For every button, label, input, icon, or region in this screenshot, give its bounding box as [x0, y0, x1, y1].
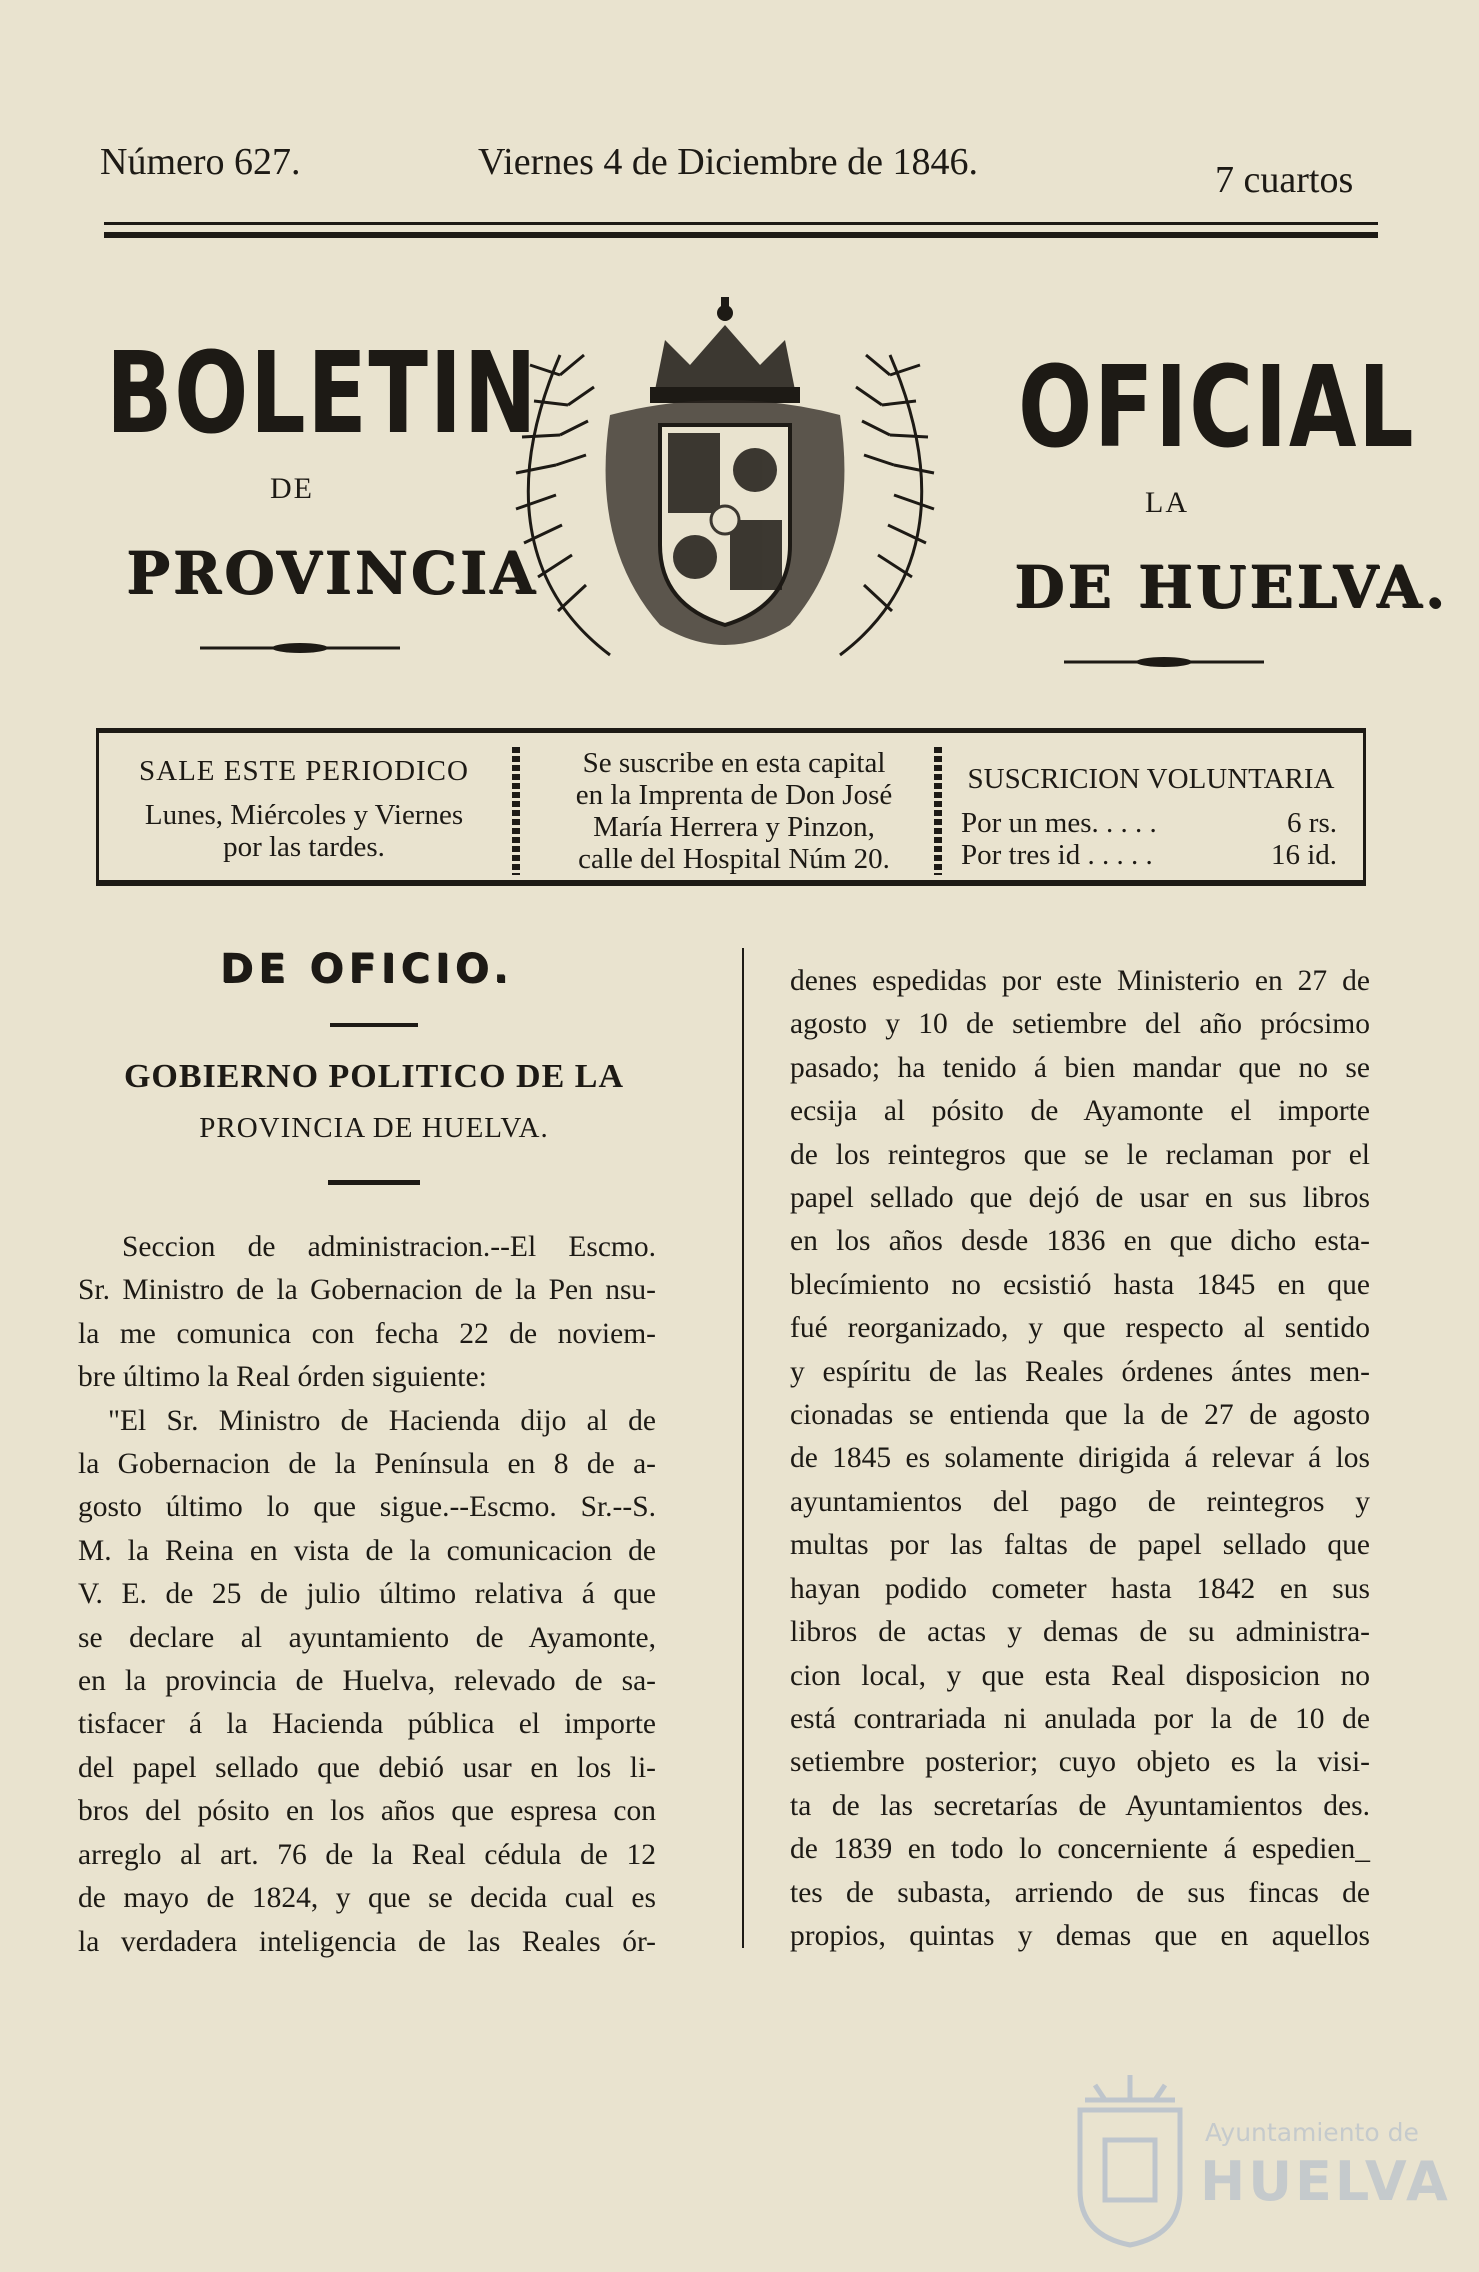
article-line: tes de subasta, arriendo de sus fincas de: [790, 1876, 1370, 1909]
issue-date: Viernes 4 de Diciembre de 1846.: [478, 141, 978, 183]
column-divider: [742, 948, 744, 1948]
article-column-right: [790, 960, 1370, 1958]
pricing-label: Por tres id . . . . .: [961, 839, 1153, 871]
article-line: bros del pósito en los años que espresa con: [78, 1795, 656, 1828]
coat-of-arms-emblem: [490, 295, 960, 675]
infobox-schedule-title: SALE ESTE PERIODICO: [139, 755, 469, 787]
article-line: en los años desde 1836 en que dicho esta-: [790, 1225, 1370, 1258]
infobox-address-line: Se suscribe en esta capital: [582, 747, 886, 779]
issue-number: Número 627.: [100, 141, 301, 183]
article-line: gosto último lo que sigue.--Escmo. Sr.--S.: [78, 1491, 656, 1524]
masthead-de-huelva: DE HUELVA.: [1014, 553, 1448, 621]
article-line: bre último la Real órden siguiente:: [78, 1361, 487, 1394]
masthead-oficial: OFICIAL: [1018, 343, 1416, 473]
article-line: Seccion de administracion.--El Escmo.: [122, 1231, 656, 1263]
infobox-pricing-title: SUSCRICION VOLUNTARIA: [967, 763, 1335, 795]
municipal-seal-watermark-icon: [1065, 2070, 1195, 2250]
article-line: denes espedidas por este Ministerio en 27 de: [790, 965, 1370, 997]
pricing-value: 16 id.: [1270, 839, 1337, 871]
heading-provincia: PROVINCIA DE HUELVA.: [199, 1112, 549, 1144]
header-rule-bottom: [104, 232, 1378, 238]
watermark-line1: Ayuntamiento de: [1205, 2118, 1419, 2147]
infobox-address-line: calle del Hospital Núm 20.: [578, 843, 890, 875]
infobox-address-line: María Herrera y Pinzon,: [593, 811, 875, 843]
pricing-row: [951, 807, 1351, 839]
infobox-address: [524, 747, 944, 875]
article-line: papel sellado que dejó de usar en sus libros: [790, 1182, 1370, 1215]
masthead-la: LA: [1145, 486, 1189, 519]
article-line: libros de actas y demas de su administra-: [790, 1616, 1370, 1649]
subscription-info-box: [96, 728, 1366, 886]
article-line: Sr. Ministro de la Gobernacion de la Pen nsu-: [78, 1274, 656, 1307]
article-line: blecímiento no ecsistió hasta 1845 en que: [790, 1268, 1370, 1301]
article-line: y espíritu de las Reales órdenes ántes men-: [790, 1355, 1370, 1388]
article-column-left: [78, 1226, 656, 1964]
article-line: M. la Reina en vista de la comunicacion de: [78, 1534, 656, 1567]
article-line: V. E. de 25 de julio último relativa á que: [78, 1578, 656, 1611]
heading-gobierno: GOBIERNO POLITICO DE LA: [123, 1058, 625, 1095]
infobox-divider-left: [512, 747, 520, 875]
ornament-left: [200, 640, 400, 656]
article-line: de 1845 es solamente dirigida á relevar á los: [790, 1442, 1370, 1475]
masthead-boletin: BOLETIN: [106, 329, 539, 459]
article-line: ta de las secretarías de Ayuntamientos des.: [790, 1789, 1370, 1822]
masthead-de: DE: [270, 472, 314, 505]
issue-price: 7 cuartos: [1215, 159, 1354, 201]
article-line: la Gobernacion de la Península en 8 de a-: [78, 1448, 656, 1481]
article-line: hayan podido cometer hasta 1842 en sus: [790, 1572, 1370, 1605]
infobox-address-line: en la Imprenta de Don José: [575, 779, 893, 811]
article-line: del papel sellado que debió usar en los li-: [78, 1751, 656, 1784]
article-line: cion local, y que esta Real disposicion no: [790, 1659, 1370, 1692]
infobox-schedule: [109, 755, 499, 863]
header-rule-top: [104, 222, 1378, 225]
article-line: fué reorganizado, y que respecto al sentido: [790, 1312, 1370, 1345]
article-line: se declare al ayuntamiento de Ayamonte,: [78, 1621, 656, 1654]
article-line: "El Sr. Ministro de Hacienda dijo al de: [108, 1404, 656, 1437]
heading-rule: [328, 1180, 420, 1185]
article-line: setiembre posterior; cuyo objeto es la visi-: [790, 1746, 1370, 1779]
article-line: de mayo de 1824, y que se decida cual es: [78, 1882, 656, 1915]
section-rule: [330, 1023, 418, 1027]
article-line: la verdadera inteligencia de las Reales ór-: [78, 1925, 656, 1958]
article-line: arreglo al art. 76 de la Real cédula de 12: [78, 1838, 656, 1871]
article-line: de los reintegros que se le reclaman por el: [790, 1138, 1370, 1171]
article-line: la me comunica con fecha 22 de noviem-: [78, 1317, 656, 1350]
ornament-right: [1064, 654, 1264, 670]
section-title: DE OFICIO.: [220, 946, 514, 992]
infobox-divider-right: [934, 747, 942, 875]
pricing-value: 6 rs.: [1287, 807, 1337, 839]
article-line: multas por las faltas de papel sellado que: [790, 1529, 1370, 1562]
watermark-line2: HUELVA: [1200, 2150, 1451, 2213]
article-line: propios, quintas y demas que en aquellos: [790, 1919, 1370, 1952]
infobox-pricing: [951, 763, 1351, 871]
article-line: en la provincia de Huelva, relevado de sa-: [78, 1665, 656, 1698]
pricing-row: [951, 839, 1351, 871]
article-line: ecsija al pósito de Ayamonte el importe: [790, 1095, 1370, 1128]
article-line: cionadas se entienda que la de 27 de agosto: [790, 1399, 1370, 1432]
infobox-schedule-time: por las tardes.: [223, 831, 385, 863]
pricing-label: Por un mes. . . . .: [961, 807, 1157, 839]
article-line: agosto y 10 de setiembre del año prócsimo: [790, 1008, 1370, 1041]
article-line: de 1839 en todo lo concerniente á espedien_: [790, 1833, 1370, 1866]
masthead-provincia: PROVINCIA: [126, 539, 538, 607]
article-line: ayuntamientos del pago de reintegros y: [790, 1485, 1370, 1518]
article-line: tisfacer á la Hacienda pública el importe: [78, 1708, 656, 1741]
infobox-schedule-days: Lunes, Miércoles y Viernes: [144, 799, 464, 831]
article-line: está contrariada ni anulada por la de 10 de: [790, 1702, 1370, 1735]
article-line: pasado; ha tenido á bien mandar que no se: [790, 1051, 1370, 1084]
